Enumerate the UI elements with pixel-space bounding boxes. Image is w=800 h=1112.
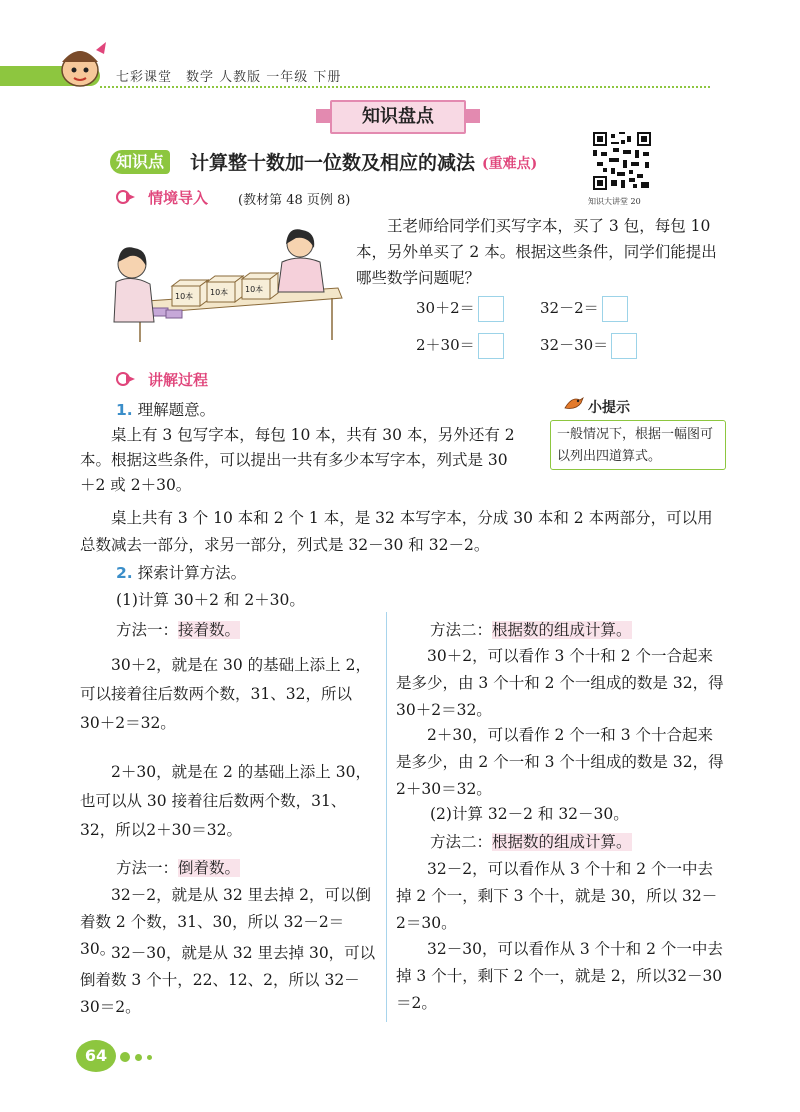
equation-text: 32－30＝: [540, 336, 609, 354]
right-paragraph-4: 32－30，可以看作从 3 个十和 2 个一中去掉 3 个十，剩下 2 个一，就是 2，所以32－30＝2。: [396, 940, 723, 1012]
step-number: 1.: [116, 401, 133, 419]
box-label: 10本: [175, 292, 194, 301]
section-banner: 知识盘点: [330, 100, 466, 134]
header-dotted-rule: [100, 86, 710, 88]
knowledge-point-tag: 知识点: [110, 150, 170, 174]
right-paragraph-3: 32－2，可以看作从 3 个十和 2 个一中去掉 2 个一，剩下 3 个十，就是 30，所以 32－2＝30。: [396, 860, 718, 932]
method-name: 根据数的组成计算。: [492, 833, 632, 851]
method-heading: [430, 618, 632, 640]
left-paragraph-4: 32－30，就是从 32 里去掉 30，可以倒着数 3 个十，22、12、2，所以 32－30＝2。: [80, 944, 376, 1016]
explanation-paragraph-2: 桌上共有 3 个 10 本和 2 个 1 本，是 32 本写字本，分成 30 本和 2 本两部分，可以用总数减去一部分，求另一部分，列式是 32－30 和 32－2。: [80, 509, 713, 554]
left-paragraph-3: 32－2，就是从 32 里去掉 2，可以倒着数 2 个数，31、30，所以 32－2＝30。: [80, 886, 371, 958]
method-heading: [116, 856, 240, 878]
mascot-icon: [52, 40, 112, 90]
equation-text: 2＋30＝: [416, 336, 475, 354]
decorative-dot: [135, 1054, 142, 1061]
left-paragraph-1: 30＋2，就是在 30 的基础上添上 2，可以接着往后数两个数，31、32，所以 30＋2＝32。: [80, 656, 371, 732]
step-title: 探索计算方法。: [137, 564, 247, 582]
equation-2: [540, 296, 628, 322]
method-label: 方法一：: [116, 621, 179, 639]
classroom-scene-illustration: [110, 222, 345, 344]
equation-4: [540, 333, 637, 359]
method-label: 方法二：: [430, 621, 493, 639]
key-difficulty-tag: (重难点): [482, 156, 538, 172]
method-name: 根据数的组成计算。: [492, 621, 632, 639]
box-label: 10本: [210, 288, 229, 297]
bird-icon: [562, 392, 584, 414]
right-paragraph-2: 2＋30，可以看作 2 个一和 3 个十合起来是多少，由 2 个一和 3 个十组成的数是 32，得 2＋30＝32。: [396, 726, 724, 798]
textbook-reference: (教材第 48 页例 8): [238, 193, 351, 208]
equation-1: [416, 296, 504, 322]
tip-box: 一般情况下，根据一幅图可以列出四道算式。: [550, 420, 726, 470]
banner-ornament-right: [466, 109, 480, 123]
left-paragraph-2: 2＋30，就是在 2 的基础上添上 30，也可以从 30 接着往后数两个数，31、32，所以2＋30＝32。: [80, 763, 371, 839]
step-2-heading: [116, 561, 246, 583]
method-label: 方法一：: [116, 859, 179, 877]
intro-section-title: 情境导入: [148, 189, 209, 207]
box-label: 10本: [245, 285, 264, 294]
step-title: 理解题意。: [137, 401, 216, 419]
column-divider: [386, 612, 387, 1022]
decorative-dot: [120, 1052, 130, 1062]
knowledge-point-title: 计算整十数加一位数及相应的减法: [190, 152, 476, 174]
series-title: 七彩课堂 数学 人教版 一年级 下册: [116, 70, 342, 85]
answer-box[interactable]: [478, 333, 504, 359]
sub-question-1: (1)计算 30＋2 和 2＋30。: [116, 591, 305, 609]
section-arrow-icon: [116, 190, 136, 204]
qr-caption: 知识大讲堂 20: [588, 197, 641, 206]
section-arrow-icon: [116, 372, 136, 386]
answer-box[interactable]: [611, 333, 637, 359]
right-paragraph-1: 30＋2，可以看作 3 个十和 2 个一合起来是多少，由 3 个十和 2 个一组成的数是 32，得 30＋2＝32。: [396, 647, 724, 719]
answer-box[interactable]: [602, 296, 628, 322]
sub-question-2: (2)计算 32－2 和 32－30。: [430, 805, 629, 823]
step-1-heading: [116, 398, 215, 420]
problem-text: 王老师给同学们买写字本，买了 3 包，每包 10 本，另外单买了 2 本。根据这些条件，同学们能提出哪些数学问题呢？: [356, 217, 717, 287]
method-heading: [116, 618, 240, 640]
method-label: 方法二：: [430, 833, 493, 851]
answer-box[interactable]: [478, 296, 504, 322]
explanation-section-title: 讲解过程: [148, 371, 209, 389]
banner-ornament-left: [316, 109, 330, 123]
method-name: 倒着数。: [178, 859, 241, 877]
equation-text: 32－2＝: [540, 299, 599, 317]
equation-text: 30＋2＝: [416, 299, 475, 317]
step-number: 2.: [116, 564, 133, 582]
method-heading: [430, 830, 632, 852]
tip-label: 小提示: [588, 400, 630, 416]
method-name: 接着数。: [178, 621, 241, 639]
page-number: 64: [84, 1046, 108, 1065]
equation-3: [416, 333, 504, 359]
explanation-paragraph-1: 桌上有 3 包写字本，每包 10 本，共有 30 本，另外还有 2 本。根据这些条件，可以提出一共有多少本写字本，列式是 30＋2 或 2＋30。: [80, 426, 515, 494]
qr-code-icon[interactable]: [593, 132, 651, 190]
decorative-dot: [147, 1055, 152, 1060]
